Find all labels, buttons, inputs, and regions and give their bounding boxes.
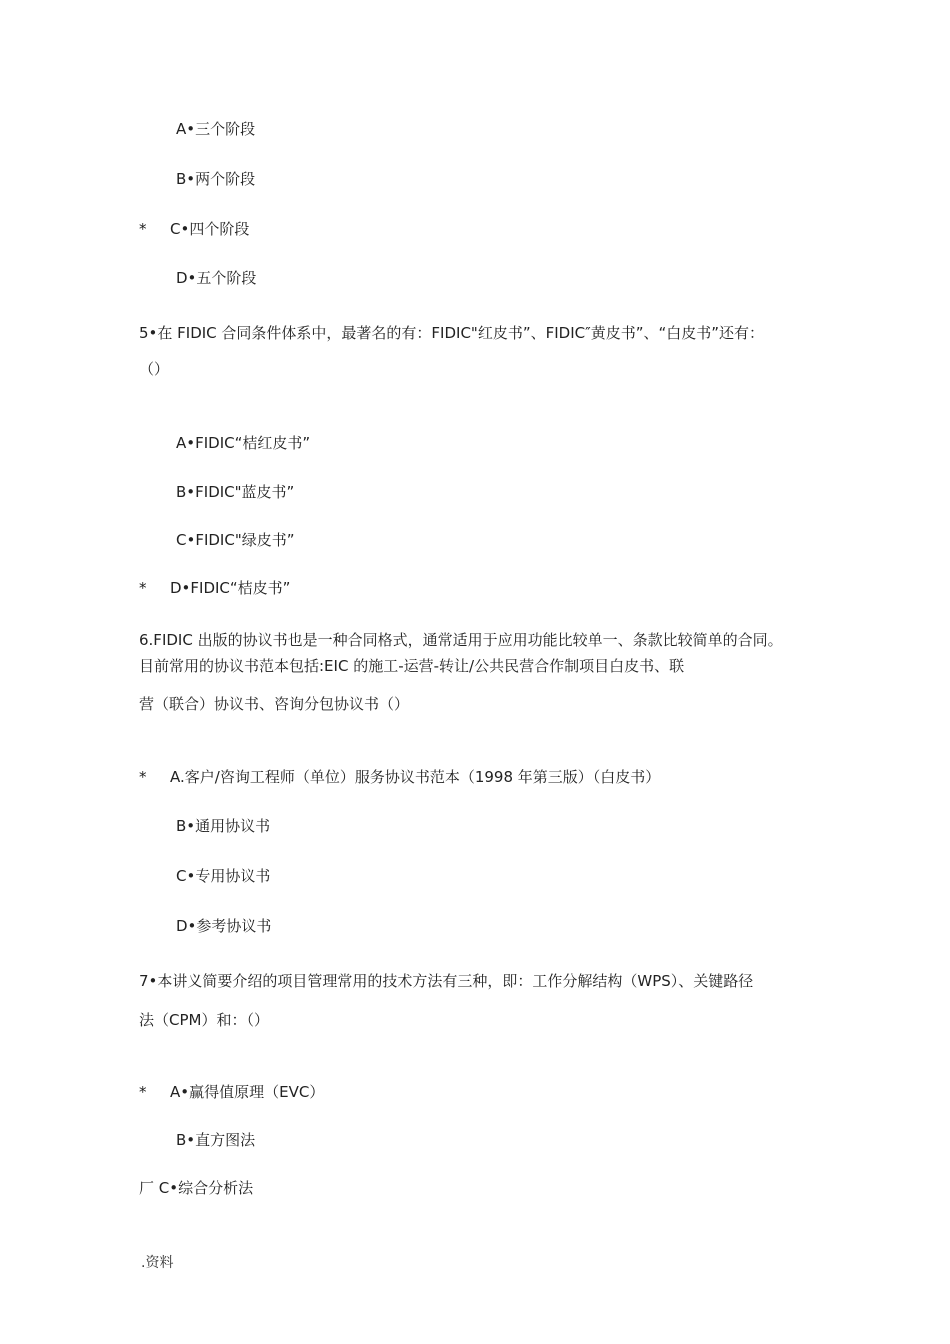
q7-option-b: B•直方图法 (176, 1131, 256, 1149)
q6-option-d: D•参考协议书 (176, 917, 272, 935)
q5-stem-line-1: 5•在 FIDIC 合同条件体系中，最著名的有：FIDIC"红皮书”、FIDIC″黄皮书”、“白皮书”还有： (139, 324, 765, 342)
q6-option-c: C•专用协议书 (176, 867, 271, 885)
q4-answer-marker: * (139, 220, 147, 238)
q5-option-b: B•FIDIC"蓝皮书” (176, 483, 295, 501)
q7-stem-line-1: 7•本讲义简要介绍的项目管理常用的技术方法有三种，即：工作分解结构（WPS）、关键路径 (139, 972, 754, 990)
page-footer: .资料 (141, 1255, 174, 1271)
q5-stem-line-2: （） (139, 360, 170, 378)
q7-stem-line-2: 法（CPM）和：（） (139, 1011, 269, 1029)
q5-option-a: A•FIDIC“桔红皮书” (176, 434, 311, 452)
q4-option-b: B•两个阶段 (176, 170, 256, 188)
q6-stem-line-3: 营（联合）协议书、咨询分包协议书（） (139, 695, 410, 713)
q7-option-a: A•赢得值原理（EVC） (170, 1083, 325, 1101)
q6-answer-marker: * (139, 768, 147, 786)
q5-option-d: D•FIDIC“桔皮书” (170, 579, 291, 597)
q5-option-c: C•FIDIC"绿皮书” (176, 531, 295, 549)
q6-stem-line-2: 目前常用的协议书范本包括:EIC 的施工-运营-转让/公共民营合作制项目白皮书、联 (139, 657, 685, 675)
q6-stem-line-1: 6.FIDIC 出版的协议书也是一种合同格式，通常适用于应用功能比较单一、条款比较简单的合同。 (139, 631, 783, 649)
q6-option-b: B•通用协议书 (176, 817, 271, 835)
q7-option-c: 厂 C•综合分析法 (139, 1179, 254, 1197)
q6-option-a: A.客户/咨询工程师（单位）服务协议书范本（1998 年第三版）（白皮书） (170, 768, 661, 786)
q4-option-d: D•五个阶段 (176, 269, 257, 287)
q4-option-a: A•三个阶段 (176, 120, 256, 138)
q7-answer-marker: * (139, 1083, 147, 1101)
q4-option-c: C•四个阶段 (170, 220, 250, 238)
q5-answer-marker: * (139, 579, 147, 597)
